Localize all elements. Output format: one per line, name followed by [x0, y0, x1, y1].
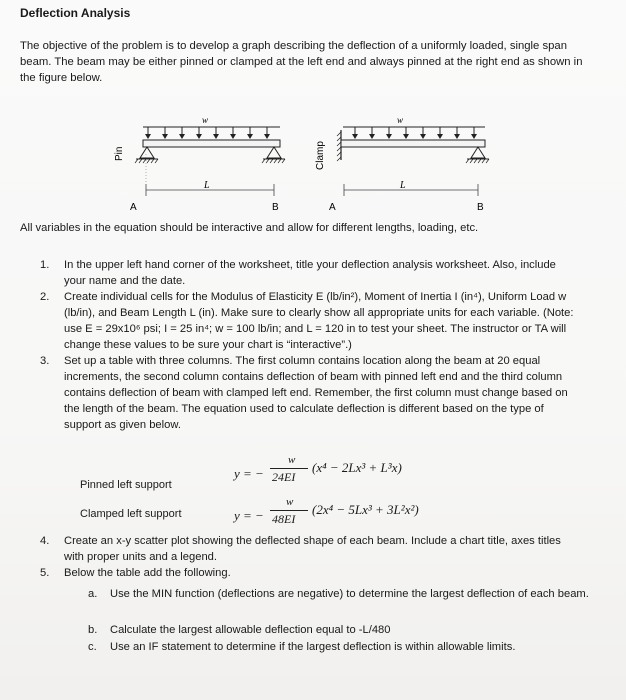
sub-item-text: Use an IF statement to determine if the largest deflection is within allowable limits. [110, 641, 516, 653]
pinned-point-b: B [272, 202, 279, 213]
clamped-beam-diagram [337, 127, 489, 196]
clamped-load-label: w [396, 115, 404, 125]
list-item-text: Create individual cells for the Modulus of Elasticity E (lb/in²), Moment of Inertia I (in⁴), Uniform Load w (lb/in), and Beam Length L (in). Make sure to clearly show all appropriate units for each variable. (Note: use E = 29x10⁶ psi; I = 25 in⁴; w = 100 lb/in; and L = 120 in to test your sheet. The instructor or TA will change these values to be sure your chart is “interactive”.) [64, 291, 574, 351]
sub-item-letter: b. [88, 624, 98, 636]
sub-item-c [88, 639, 610, 655]
list-item-2 [40, 289, 580, 353]
pinned-eq-lhs: y = − [234, 466, 264, 481]
instruction-list [40, 257, 580, 433]
pinned-equation [234, 456, 464, 496]
pin-label: Pin [114, 146, 125, 161]
list-item-text: In the upper left hand corner of the worksheet, title your deflection analysis worksheet. Also, include your name and the date. [64, 259, 556, 287]
list-item-number: 5. [40, 567, 50, 579]
clamped-eq-rhs: (2x⁴ − 5Lx³ + 3L²x²) [312, 502, 419, 517]
list-item-1 [40, 257, 580, 289]
pinned-eq-denominator: 24EI [272, 470, 296, 484]
list-item-text: Below the table add the following. [64, 567, 231, 579]
list-item-5 [40, 565, 580, 581]
clamped-support-label: Clamped left support [80, 508, 182, 520]
clamped-equation [234, 496, 484, 536]
clamped-eq-lhs: y = − [234, 508, 264, 523]
sub-item-a [88, 586, 610, 602]
pinned-point-a: A [130, 202, 137, 213]
beam-figure [0, 112, 626, 222]
instruction-list-continued [40, 533, 580, 581]
clamped-eq-numerator: w [286, 496, 294, 508]
page-title: Deflection Analysis [20, 6, 131, 20]
pinned-length-label: L [204, 180, 210, 191]
sub-item-text: Use the MIN function (deflections are negative) to determine the largest deflection of each beam. [110, 588, 589, 600]
list-item-number: 2. [40, 291, 50, 303]
clamped-eq-denominator: 48EI [272, 512, 296, 526]
list-item-number: 4. [40, 535, 50, 547]
list-item-text: Create an x-y scatter plot showing the deflected shape of each beam. Include a chart title, axes titles with proper units and a legend. [64, 535, 561, 563]
pinned-support-label: Pinned left support [80, 479, 172, 491]
pinned-eq-rhs: (x⁴ − 2Lx³ + L³x) [312, 460, 402, 475]
clamped-length-label: L [400, 180, 406, 191]
list-item-4 [40, 533, 580, 565]
sub-item-b [88, 622, 610, 638]
list-item-number: 3. [40, 355, 50, 367]
list-item-text: Set up a table with three columns. The first column contains location along the beam at 20 equal increments, the second column contains deflection of beam with pinned left end and the third column contains deflection of beam with clamped left end. Remember, the first column must change based on the length of the beam. The equation used to calculate deflection is different based on the type of support as given below. [64, 355, 568, 431]
list-item-number: 1. [40, 259, 50, 271]
all-variables-note: All variables in the equation should be interactive and allow for different lengths, loading, etc. [20, 222, 479, 234]
sub-item-text: Calculate the largest allowable deflection equal to -L/480 [110, 624, 391, 636]
pinned-beam-diagram [135, 127, 285, 196]
intro-paragraph: The objective of the problem is to develop a graph describing the deflection of a uniformly loaded, single span beam. The beam may be either pinned or clamped at the left end and always pinned at the right end as shown in the figure below. [20, 40, 583, 84]
clamped-point-a: A [329, 202, 336, 213]
sub-item-letter: a. [88, 588, 98, 600]
sub-item-letter: c. [88, 641, 97, 653]
pinned-load-label: w [201, 115, 209, 125]
clamped-point-b: B [477, 202, 484, 213]
list-item-3 [40, 353, 580, 433]
clamp-label: Clamp [315, 141, 326, 170]
pinned-eq-numerator: w [288, 454, 296, 466]
